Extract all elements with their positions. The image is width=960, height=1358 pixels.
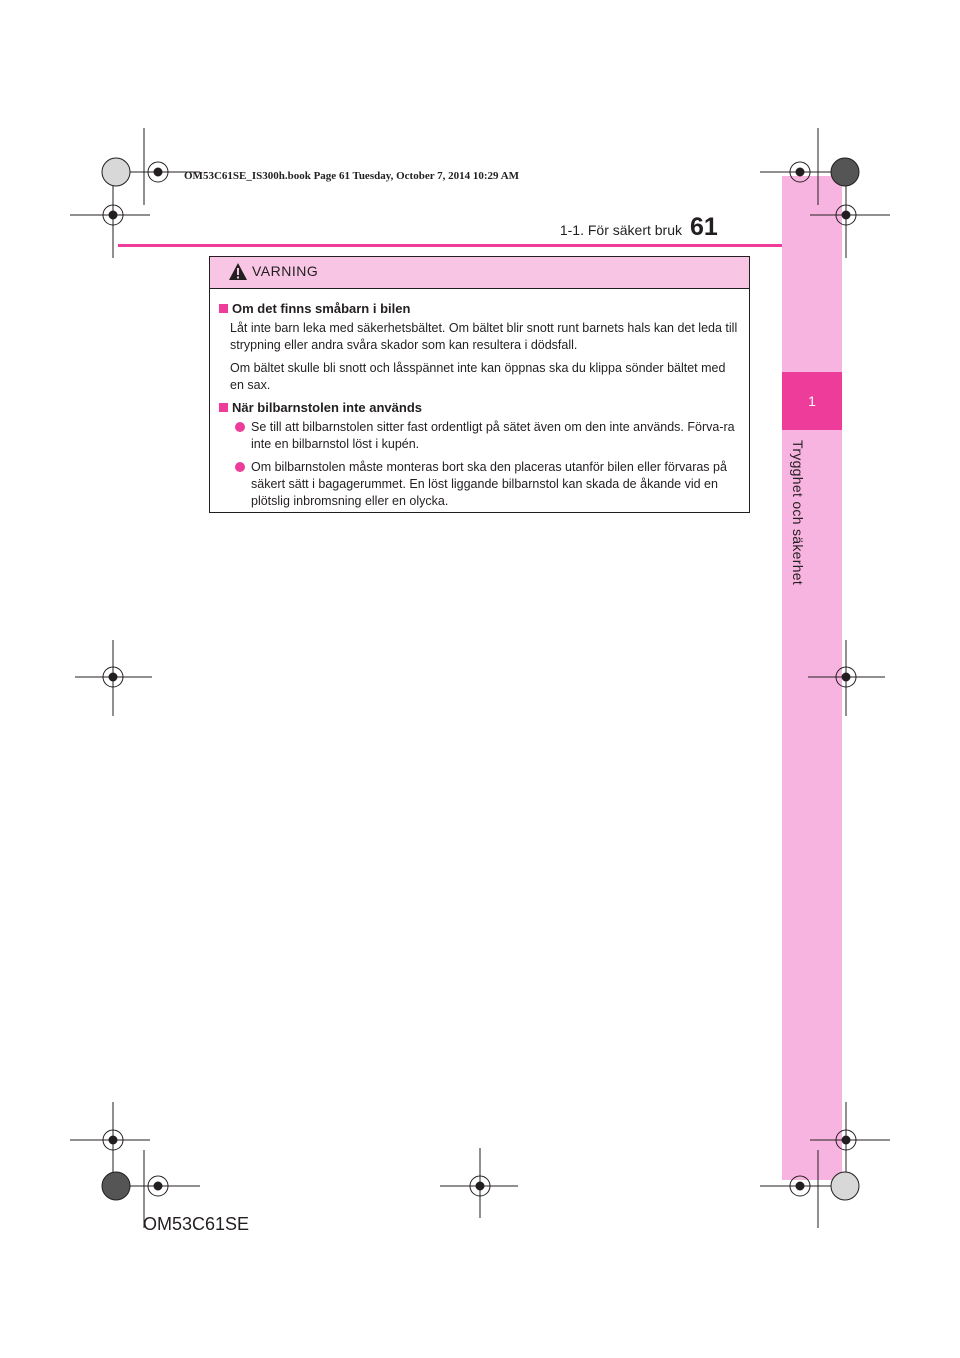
chapter-title: Trygghet och säkerhet [790,440,806,586]
solid-disc-icon [831,158,859,186]
circle-bullet-icon [235,462,245,472]
page-number: 61 [690,213,718,241]
square-bullet-icon [219,304,228,313]
header-rule [118,244,782,247]
crop-mark-icon [440,1148,518,1218]
bullet-item [235,419,741,453]
warning-box [209,256,750,513]
solid-disc-icon [102,1172,130,1200]
starburst-icon [831,1172,859,1200]
heading-text: När bilbarnstolen inte används [232,400,422,415]
section-heading [219,400,741,415]
crop-mark-icon [75,640,152,716]
document-code: OM53C61SE [143,1214,250,1234]
crop-mark-icon [808,640,885,716]
crop-mark-icon [810,1102,890,1180]
paragraph: Låt inte barn leka med säkerhetsbältet. Om bältet blir snott runt barnets hals kan det leda till strypning eller andra svåra skador som kan resultera i dödsfall. [230,321,738,352]
circle-bullet-icon [235,422,245,432]
chapter-number: 1 [782,372,842,430]
book-info: OM53C61SE_IS300h.book Page 61 Tuesday, October 7, 2014 10:29 AM [184,170,520,182]
warning-triangle-icon [228,262,248,281]
heading-text: Om det finns småbarn i bilen [232,301,411,316]
crop-mark-icon [70,1102,150,1180]
section-title: 1-1. För säkert bruk [559,222,682,238]
bullet-item [235,459,741,510]
crop-mark-icon [810,178,890,258]
warning-header [210,257,749,289]
paragraph: Om bältet skulle bli snott och låsspännet inte kan öppnas ska du klippa sönder bältet med en sax. [230,361,726,392]
bullet-text: Om bilbarnstolen måste monteras bort ska den placeras utanför bilen eller förvaras på säkert sätt i bagagerummet. En löst liggande bilbarnstol kan skada de åkande vid en plötslig inbromsning eller en olycka. [251,460,727,508]
warning-label: VARNING [252,263,319,279]
section-heading [219,301,741,316]
starburst-icon [102,158,130,186]
square-bullet-icon [219,403,228,412]
warning-body [210,289,749,510]
bullet-text: Se till att bilbarnstolen sitter fast ordentligt på sätet även om den inte används. Förva-ra inte en bilbarnstol löst i kupén. [251,420,735,451]
